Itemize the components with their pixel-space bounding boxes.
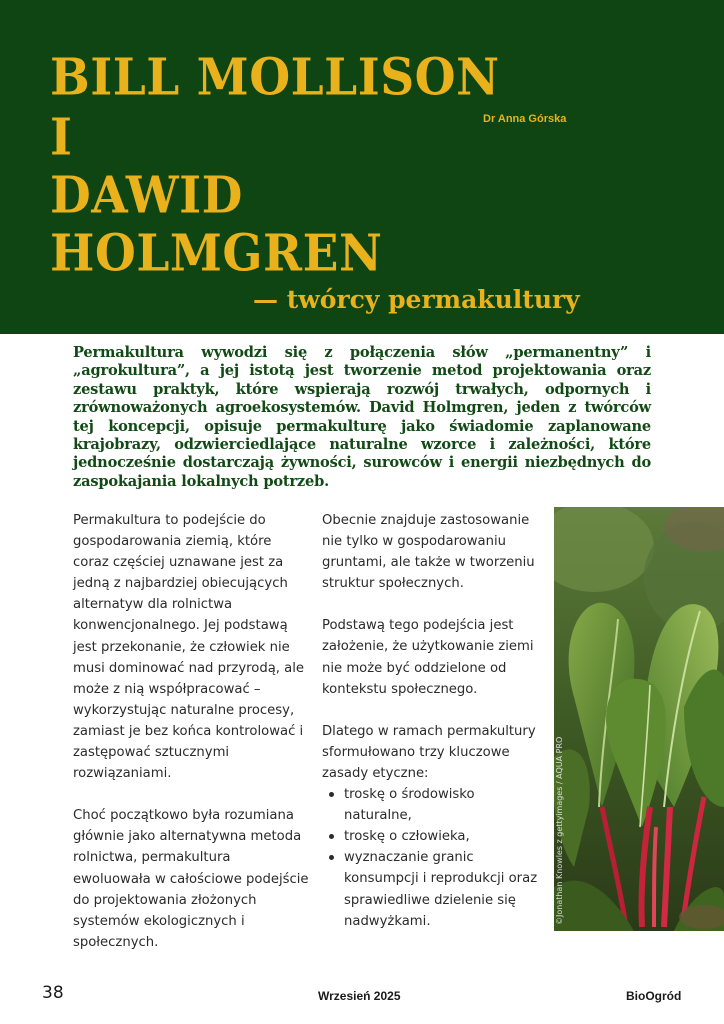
column1-paragraph-2: Choć początkowo była rozumiana głównie jako alternatywna metoda rolnictwa, permakultura ewoluowała w całościowe podejście do projektowania złożonych systemów ekologicznych i społecznych.: [73, 808, 309, 950]
magazine-brand: BioOgród: [626, 989, 682, 1003]
column1-paragraph-1: Permakultura to podejście do gospodarowania ziemią, które coraz częściej uznawane jest za jedną z najbardziej obiecujących alternatyw dla rolnictwa konwencjonalnego. Jej podstawą jest przekonanie, że człowiek nie musi dominować nad przyrodą, ale może z nią współpracować – wykorzystując naturalne procesy, zamiast je bez końca kontrolować i zastępować sztucznymi rozwiązaniami.: [73, 513, 305, 782]
ethics-list-item: wyznaczanie granic konsumpcji i reprodukcji oraz sprawiedliwe dzielenie się nadwyżkami.: [322, 847, 540, 931]
ethics-list-item: troskę o środowisko naturalne,: [322, 784, 540, 826]
column2-paragraph-2: Podstawą tego podejścia jest założenie, że użytkowanie ziemi nie może być oddzielone od kontekstu społecznego.: [322, 618, 534, 697]
ethics-list: [322, 784, 540, 932]
column2-paragraph-1: Obecnie znajduje zastosowanie nie tylko w gospodarowaniu gruntami, ale także w tworzeniu struktur społecznych.: [322, 513, 535, 592]
title-line-2: I: [50, 108, 73, 168]
text-column-1: [73, 510, 309, 974]
ethics-list-item: troskę o człowieka,: [322, 826, 540, 847]
photo-credit: ©Jonathan Knowles z gettyimages / AQUA PRO: [555, 736, 564, 925]
text-column-2: [322, 510, 540, 932]
author-name: Dr Anna Górska: [483, 113, 567, 125]
title-line-3: DAWID: [50, 166, 243, 226]
column2-paragraph-3: Dlatego w ramach permakultury sformułowano trzy kluczowe zasady etyczne:: [322, 723, 536, 781]
page-number: 38: [42, 983, 64, 1003]
chard-plant-photo: [554, 507, 724, 931]
title-line-1: BILL MOLLISON: [50, 48, 500, 108]
header-band: [0, 0, 724, 334]
lead-paragraph: Permakultura wywodzi się z połączenia słów „permanentny” i „agrokultura”, a jej istotą jest tworzenie metod projektowania oraz zestawu praktyk, które wspierają rozwój trwałych, odpornych i zrównoważonych agroekosystemów. David Holmgren, jeden z twórców tej koncepcji, opisuje permakulturę jako świadomie zaplanowane krajobrazy, odzwierciedlające naturalne wzorce i zależności, które jednocześnie dostarczają żywności, surowców i energii niezbędnych do zaspokajania lokalnych potrzeb.: [73, 344, 651, 490]
chard-illustration: [554, 507, 724, 931]
title-line-4: HOLMGREN: [50, 224, 383, 284]
issue-date: Wrzesień 2025: [318, 989, 401, 1003]
article-subtitle: — twórcy permakultury: [253, 285, 580, 314]
